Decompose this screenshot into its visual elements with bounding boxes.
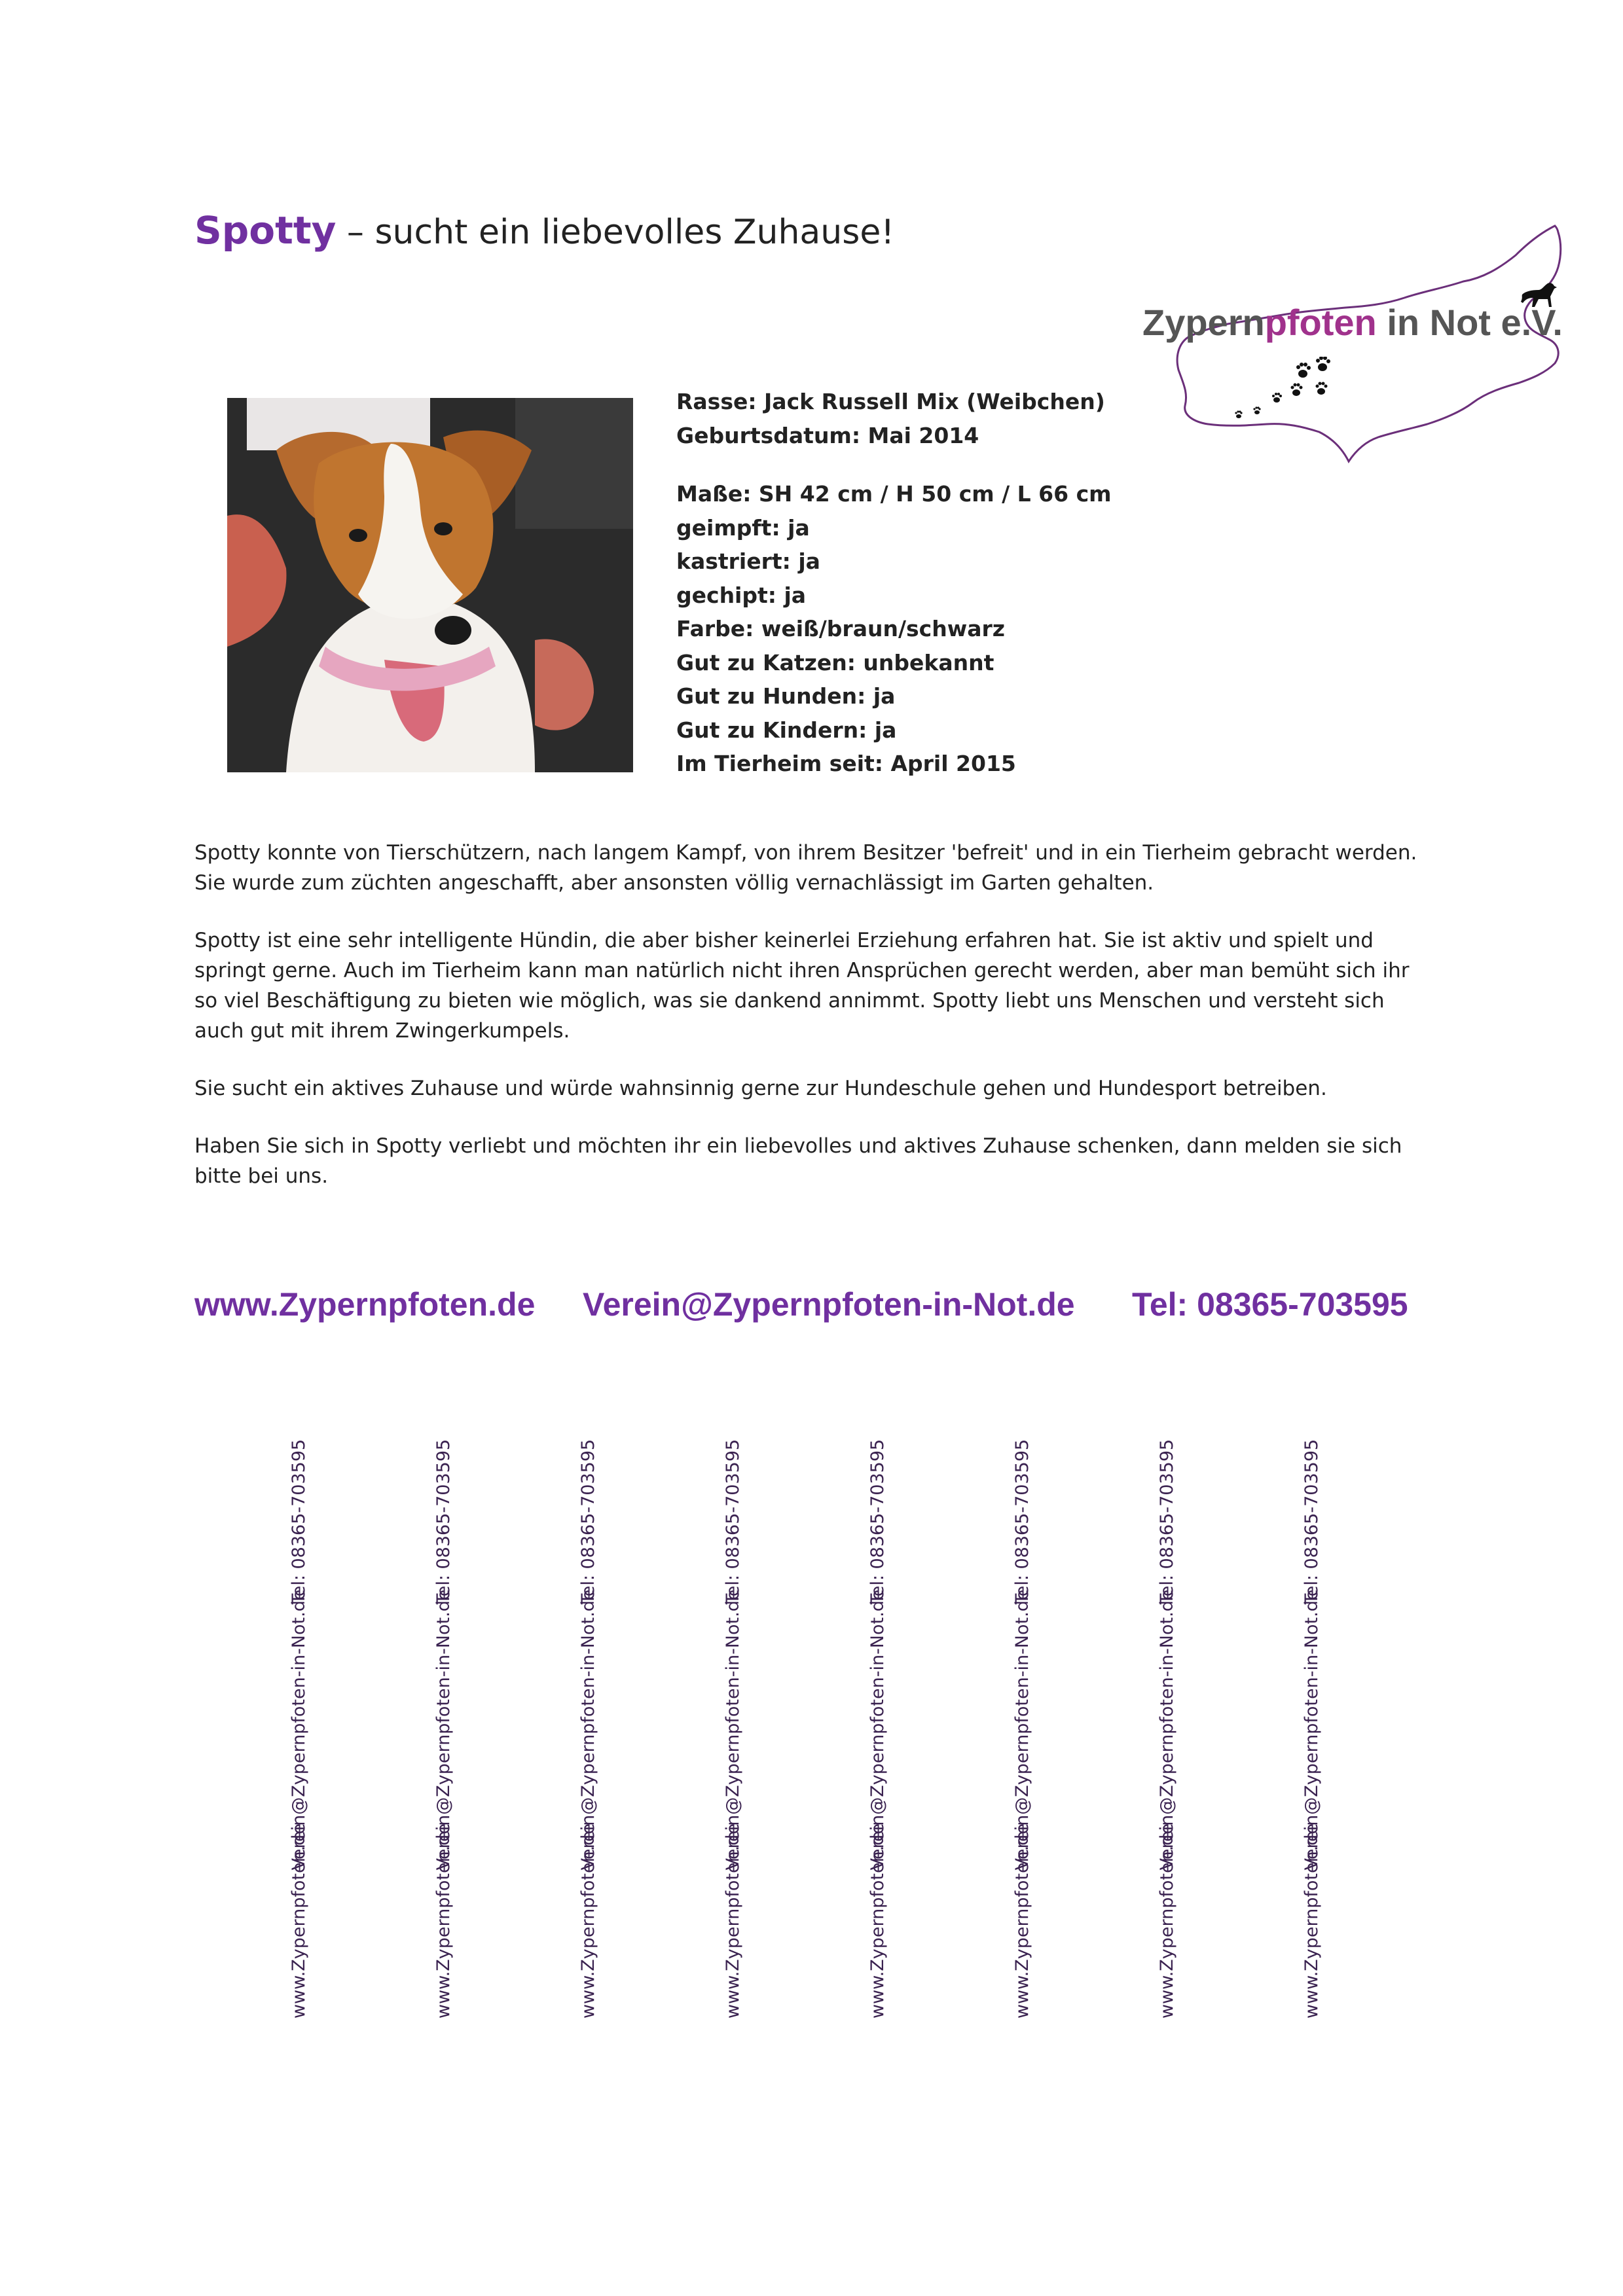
page-title xyxy=(194,204,894,259)
dog-photo-image xyxy=(227,398,633,772)
website-link[interactable]: www.Zypernpfoten.de xyxy=(194,1286,536,1323)
tear-off-strips xyxy=(0,1440,1623,2029)
fact-vaccinated: geimpft: ja xyxy=(676,514,810,541)
strip-website: www.Zypernpfoten.de xyxy=(1012,1823,1032,2019)
strip-phone: Tel: 08365-703595 xyxy=(1012,1439,1032,1605)
strip-phone: Tel: 08365-703595 xyxy=(867,1439,888,1605)
tear-strip[interactable] xyxy=(1006,1440,1039,2029)
strip-website: www.Zypernpfoten.de xyxy=(433,1823,454,2019)
logo-text-part2: pfoten xyxy=(1264,302,1377,343)
tear-strip[interactable] xyxy=(283,1440,316,2029)
tear-strip[interactable] xyxy=(1296,1440,1328,2029)
fact-spacer xyxy=(676,452,1266,477)
fact-chipped: gechipt: ja xyxy=(676,582,807,608)
story-paragraph: Sie sucht ein aktives Zuhause und würde wahnsinnig gerne zur Hundeschule gehen und Hundesport betreiben. xyxy=(194,1077,1327,1100)
tear-strip[interactable] xyxy=(572,1440,605,2029)
strip-website: www.Zypernpfoten.de xyxy=(723,1823,743,2019)
description-text xyxy=(194,838,1432,1219)
strip-email: Verein@Zypernpfoten-in-Not.de xyxy=(1302,1589,1322,1871)
story-paragraph: Spotty konnte von Tierschützern, nach langem Kampf, von ihrem Besitzer 'befreit' und in ein Tierheim gebracht werden. Sie wurde zum züchten angeschafft, aber ansonsten völlig vernachlässigt im Garten gehalten. xyxy=(194,841,1417,895)
strip-website: www.Zypernpfoten.de xyxy=(867,1823,888,2019)
logo-text-part1: Zypern xyxy=(1142,302,1265,343)
tear-strip[interactable] xyxy=(428,1440,460,2029)
strip-email: Verein@Zypernpfoten-in-Not.de xyxy=(578,1589,598,1871)
fact-breed: Rasse: Jack Russell Mix (Weibchen) xyxy=(676,389,1105,414)
strip-email: Verein@Zypernpfoten-in-Not.de xyxy=(289,1589,309,1871)
story-paragraph: Spotty ist eine sehr intelligente Hündin, die aber bisher keinerlei Erziehung erfahren hat. Sie ist aktiv und spielt und springt gerne. Auch im Tierheim kann man natürlich nicht ihren Ansprüchen gerecht werden, aber man bemüht sich ihr so viel Beschäftigung zu bieten wie möglich, was sie dankend annimmt. Spotty liebt uns Menschen und versteht sich auch gut mit ihrem Zwingerkumpels. xyxy=(194,929,1410,1043)
strip-phone: Tel: 08365-703595 xyxy=(433,1439,454,1605)
fact-neutered: kastriert: ja xyxy=(676,548,820,574)
strip-phone: Tel: 08365-703595 xyxy=(723,1439,743,1605)
logo-wordmark xyxy=(1142,300,1563,346)
fact-children: Gut zu Kindern: ja xyxy=(676,717,897,743)
strip-phone: Tel: 08365-703595 xyxy=(289,1439,309,1605)
strip-website: www.Zypernpfoten.de xyxy=(578,1823,598,2019)
fact-birthdate: Geburtsdatum: Mai 2014 xyxy=(676,422,979,448)
strip-email: Verein@Zypernpfoten-in-Not.de xyxy=(867,1589,888,1871)
dog-name: Spotty xyxy=(194,208,337,253)
strip-website: www.Zypernpfoten.de xyxy=(1157,1823,1177,2019)
dog-facts xyxy=(676,385,1266,781)
story-paragraph: Haben Sie sich in Spotty verliebt und möchten ihr ein liebevolles und aktives Zuhause schenken, dann melden sie sich bitte bei uns. xyxy=(194,1134,1402,1188)
strip-email: Verein@Zypernpfoten-in-Not.de xyxy=(1157,1589,1177,1871)
strip-email: Verein@Zypernpfoten-in-Not.de xyxy=(1012,1589,1032,1871)
email-link[interactable]: Verein@Zypernpfoten-in-Not.de xyxy=(583,1286,1075,1323)
logo-text-part3: in Not e.V. xyxy=(1376,302,1563,343)
fact-color: Farbe: weiß/braun/schwarz xyxy=(676,616,1005,641)
fact-dogs: Gut zu Hunden: ja xyxy=(676,683,896,709)
fact-measurements: Maße: SH 42 cm / H 50 cm / L 66 cm xyxy=(676,481,1112,507)
phone-number: Tel: 08365-703595 xyxy=(1132,1286,1408,1323)
title-tagline: – sucht ein liebevolles Zuhause! xyxy=(336,213,895,252)
strip-phone: Tel: 08365-703595 xyxy=(1302,1439,1322,1605)
strip-email: Verein@Zypernpfoten-in-Not.de xyxy=(433,1589,454,1871)
strip-email: Verein@Zypernpfoten-in-Not.de xyxy=(723,1589,743,1871)
fact-shelter-since: Im Tierheim seit: April 2015 xyxy=(676,751,1016,776)
strip-phone: Tel: 08365-703595 xyxy=(578,1439,598,1605)
tear-strip[interactable] xyxy=(717,1440,750,2029)
strip-website: www.Zypernpfoten.de xyxy=(1302,1823,1322,2019)
dog-photo xyxy=(227,398,633,772)
strip-website: www.Zypernpfoten.de xyxy=(289,1823,309,2019)
strip-phone: Tel: 08365-703595 xyxy=(1157,1439,1177,1605)
contact-line xyxy=(194,1282,1438,1327)
tear-strip[interactable] xyxy=(1151,1440,1184,2029)
tear-strip[interactable] xyxy=(862,1440,894,2029)
fact-cats: Gut zu Katzen: unbekannt xyxy=(676,649,994,675)
